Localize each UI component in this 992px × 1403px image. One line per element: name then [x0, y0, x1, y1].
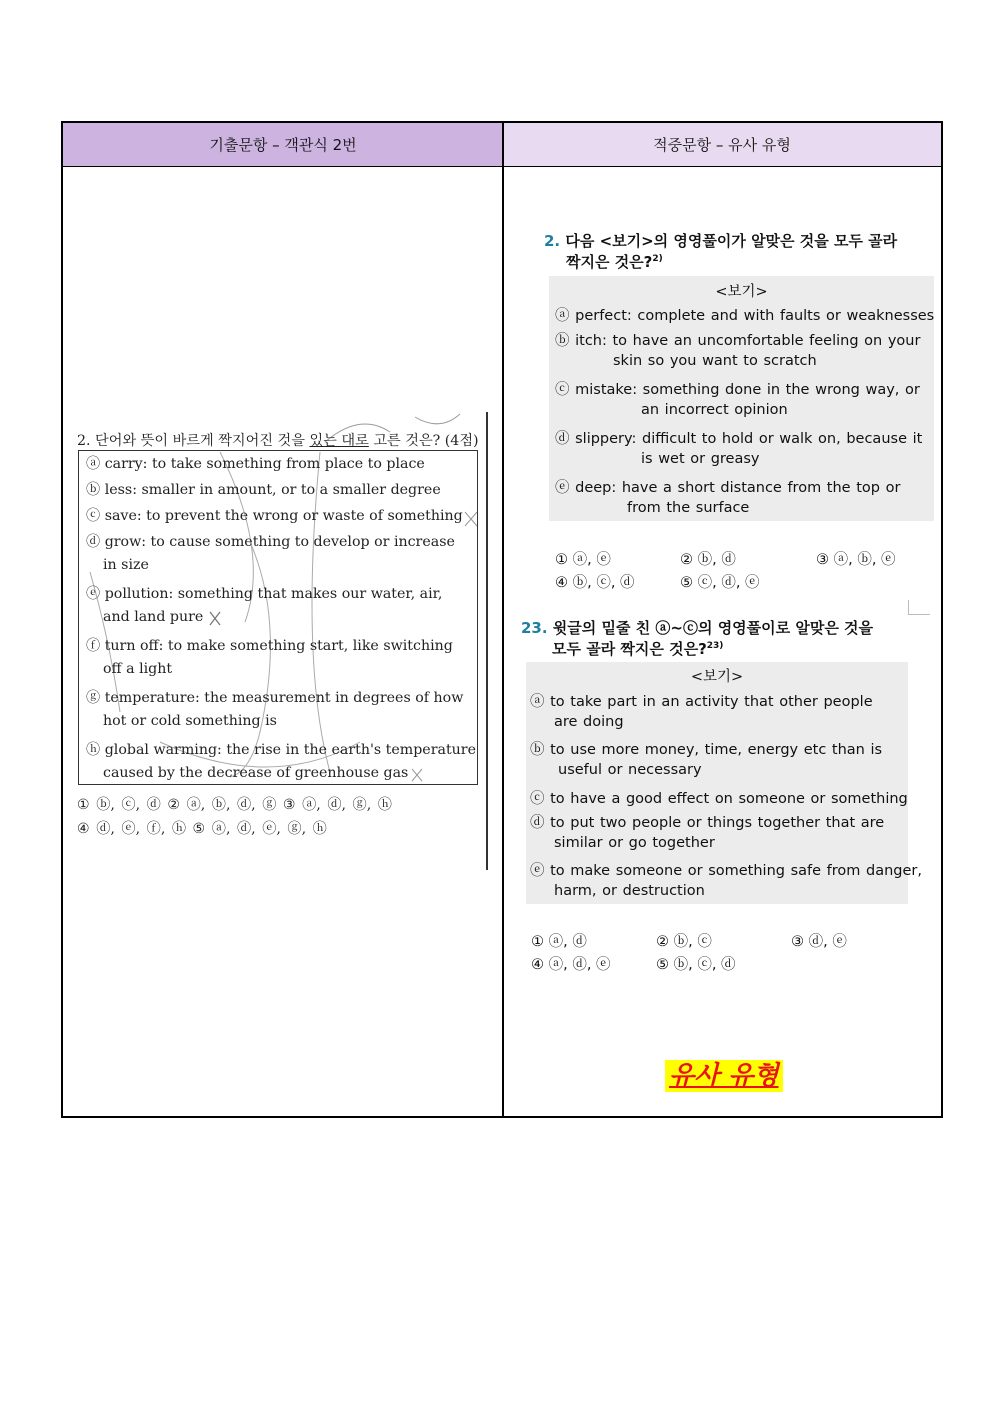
- q2-bogi-line: an incorrect opinion: [641, 402, 788, 418]
- scan-margin-line: [486, 412, 488, 870]
- q23-choice-3: ③ ⓓ, ⓔ: [791, 934, 847, 950]
- similar-type-stamp: 유사 유형: [665, 1060, 783, 1092]
- q23-bogi-line: ⓓ to put two people or things together that are: [530, 815, 885, 831]
- q2-bogi-line: ⓓ slippery: difficult to hold or walk on, because it: [555, 431, 923, 447]
- scan-item: ⓖ temperature: the measurement in degrees of how: [86, 690, 464, 706]
- q2-bogi-line: ⓒ mistake: something done in the wrong way, or: [555, 382, 920, 398]
- scan-item: ⓗ global warming: the rise in the earth's temperature: [86, 742, 476, 758]
- q2-choice-5: ⑤ ⓒ, ⓓ, ⓔ: [680, 575, 760, 591]
- q2-bogi-title: <보기>: [715, 284, 768, 300]
- q23-bogi-line: ⓐ to take part in an activity that other people: [530, 694, 873, 710]
- scan-question: 2. 단어와 뜻이 바르게 짝지어진 것을 있는 대로 고른 것은? (4점): [77, 433, 479, 449]
- scanned-question: [70, 412, 490, 872]
- q2-bogi-line: from the surface: [627, 500, 750, 516]
- header-predicted: 적중문항 – 유사 유형: [503, 123, 941, 167]
- q23-bogi-line: ⓒ to have a good effect on someone or something: [530, 791, 908, 807]
- scan-item: ⓑ less: smaller in amount, or to a smaller degree: [86, 482, 441, 498]
- q23-bogi-line: are doing: [554, 714, 624, 730]
- corner-mark: [908, 614, 930, 615]
- scan-item: off a light: [103, 661, 173, 677]
- q23-bogi-line: ⓔ to make someone or something safe from danger,: [530, 863, 922, 879]
- q23-bogi-line: useful or necessary: [558, 762, 702, 778]
- q23-title-line2: 모두 골라 짝지은 것은?$^{23)}$: [552, 640, 724, 658]
- scan-item: hot or cold something is: [103, 713, 277, 729]
- q23-bogi-box: [526, 662, 922, 904]
- corner-mark: [908, 600, 909, 614]
- scan-item: ⓒ save: to prevent the wrong or waste of something: [86, 508, 463, 524]
- q23-choice-4: ④ ⓐ, ⓓ, ⓔ: [531, 957, 611, 973]
- q2-choice-4: ④ ⓑ, ⓒ, ⓓ: [555, 575, 635, 591]
- q2-bogi-line: is wet or greasy: [641, 451, 760, 467]
- scan-item: ⓔ pollution: something that makes our water, air,: [86, 586, 443, 602]
- scan-choices: ① ⓑ, ⓒ, ⓓ ② ⓐ, ⓑ, ⓓ, ⓖ ③ ⓐ, ⓓ, ⓖ, ⓗ: [77, 797, 392, 813]
- q23-bogi-line: similar or go together: [554, 835, 715, 851]
- column-divider: [502, 123, 504, 1116]
- scan-item: in size: [103, 557, 149, 573]
- q2-title: 2. 다음 <보기>의 영영풀이가 알맞은 것을 모두 골라: [544, 232, 898, 250]
- q2-bogi-line: ⓑ itch: to have an uncomfortable feeling on your: [555, 333, 921, 349]
- q23-title: 23. 윗글의 밑줄 친 ⓐ~ⓒ의 영영풀이로 알맞은 것을: [521, 619, 874, 637]
- q2-title-line2: 짝지은 것은?$^{2)}$: [566, 253, 663, 271]
- q2-bogi-line: skin so you want to scratch: [613, 353, 817, 369]
- scan-item: ⓓ grow: to cause something to develop or increase: [86, 534, 455, 550]
- q23-bogi-line: harm, or destruction: [554, 883, 705, 899]
- header-past-exam: 기출문항 – 객관식 2번: [63, 123, 503, 167]
- scan-item: ⓐ carry: to take something from place to place: [86, 456, 425, 472]
- q2-bogi-line: ⓐ perfect: complete and with faults or weaknesses: [555, 308, 935, 324]
- q2-choice-3: ③ ⓐ, ⓑ, ⓔ: [816, 552, 896, 568]
- q23-bogi-line: ⓑ to use more money, time, energy etc than is: [530, 742, 883, 758]
- scan-item: and land pure: [103, 609, 204, 625]
- scan-option-box: [78, 450, 478, 785]
- q23-bogi-title: <보기>: [690, 669, 744, 685]
- q23-choice-2: ② ⓑ, ⓒ: [656, 934, 712, 950]
- q2-choice-2: ② ⓑ, ⓓ: [680, 552, 736, 568]
- scan-item: ⓕ turn off: to make something start, like switching: [86, 638, 453, 654]
- q2-bogi-line: ⓔ deep: have a short distance from the top or: [555, 480, 901, 496]
- scan-item: caused by the decrease of greenhouse gas: [103, 765, 409, 781]
- q2-bogi-box: [549, 276, 934, 521]
- q23-choice-1: ① ⓐ, ⓓ: [531, 934, 587, 950]
- scan-choices: ④ ⓓ, ⓔ, ⓕ, ⓗ ⑤ ⓐ, ⓓ, ⓔ, ⓖ, ⓗ: [77, 821, 327, 837]
- q2-choice-1: ① ⓐ, ⓔ: [555, 552, 611, 568]
- q23-choice-5: ⑤ ⓑ, ⓒ, ⓓ: [656, 957, 736, 973]
